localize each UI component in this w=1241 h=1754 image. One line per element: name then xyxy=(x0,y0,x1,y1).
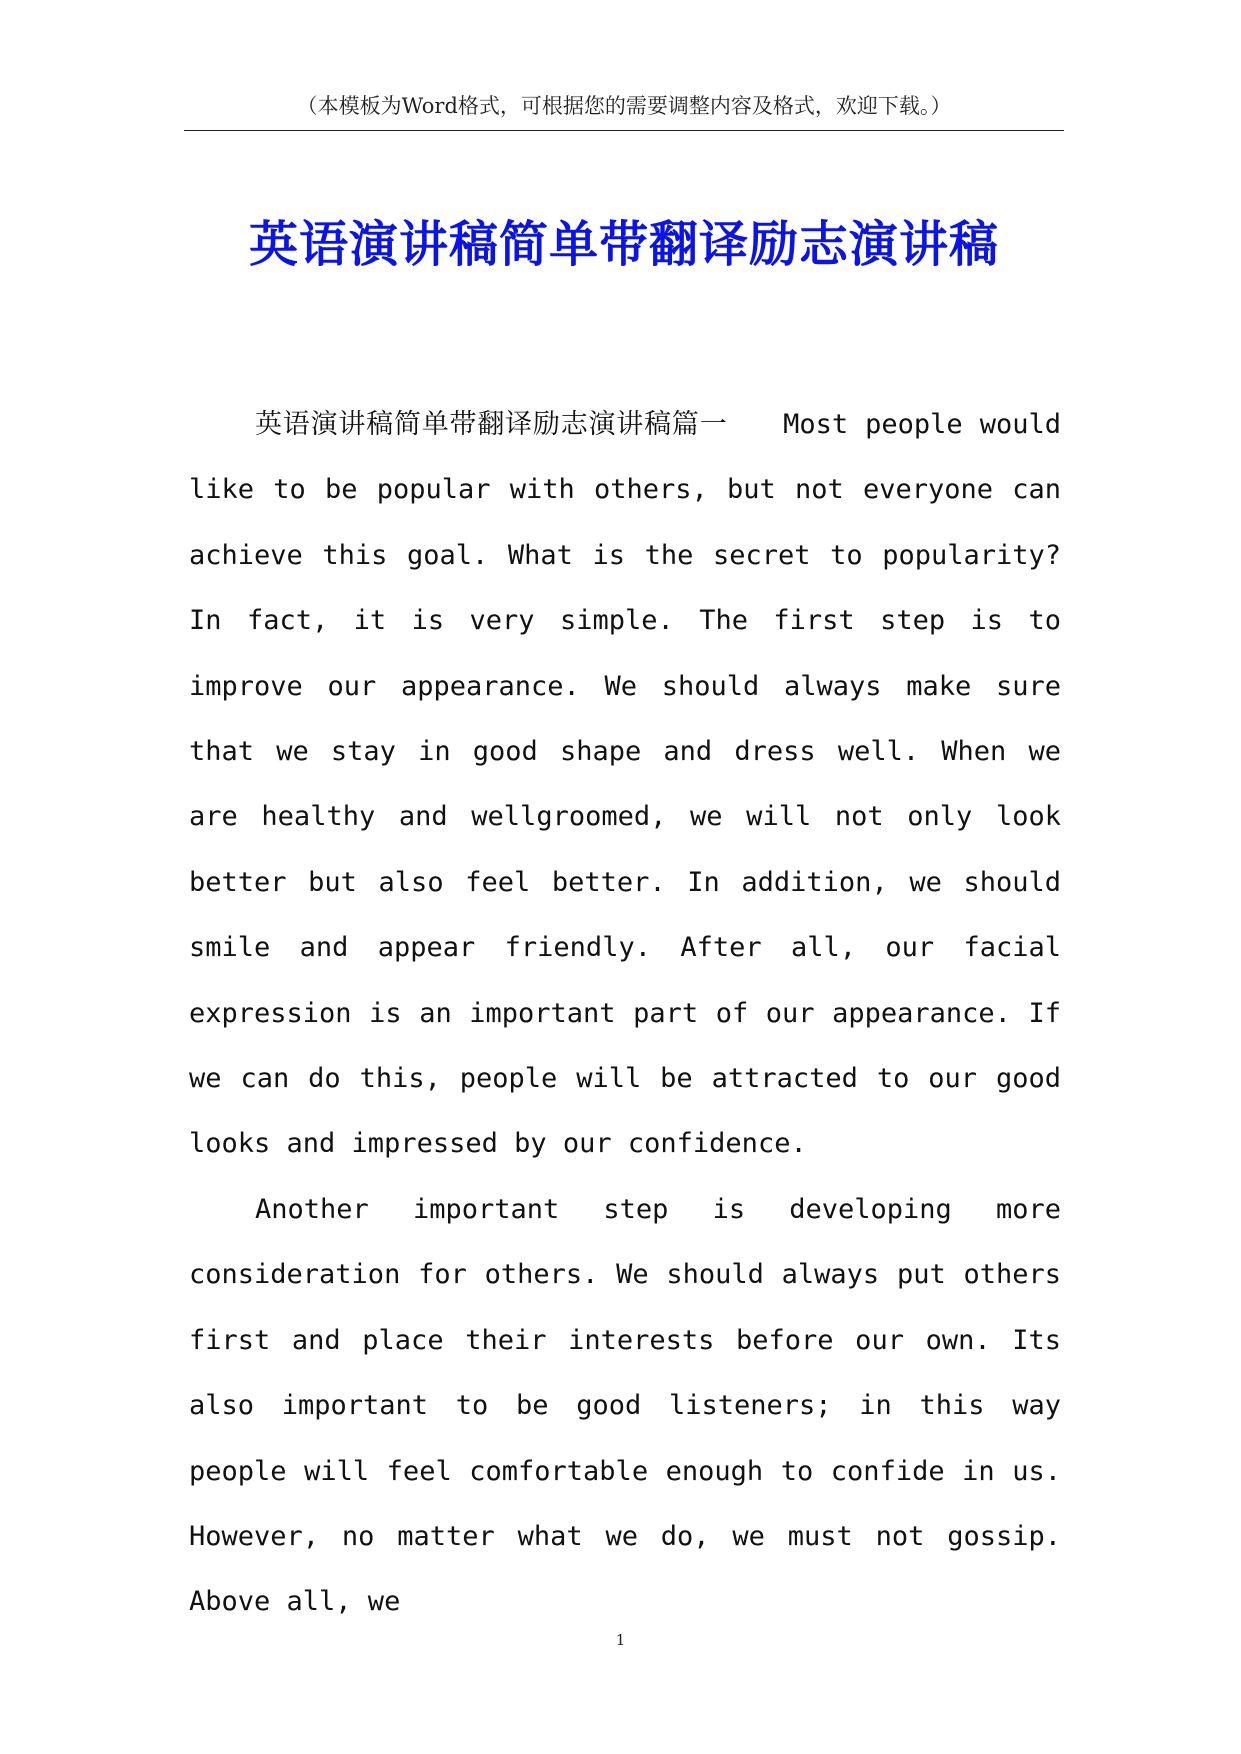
document-body xyxy=(189,392,1061,1635)
body-paragraph: Another important step is developing more consideration for others. We should always put others first and place their interests before our own. Its also important to be good listeners; in this way people will feel comfortable enough to confide in us. However, no matter what we do, we must not gossip. Above all, we xyxy=(189,1193,1061,1618)
page-number: 1 xyxy=(615,1631,626,1649)
document-title: 英语演讲稿简单带翻译励志演讲稿 xyxy=(248,216,999,273)
body-paragraph: 英语演讲稿简单带翻译励志演讲稿篇一 Most people would like to be popular with others, but not everyone can achieve this goal. What is the secret to popularity? In fact, it is very simple. The first step is to improve our appearance. We should always make sure that we stay in good shape and dress well. When we are healthy and wellgroomed, we will not only look better but also feel better. In addition, we should smile and appear friendly. After all, our facial expression is an important part of our appearance. If we can do this, people will be attracted to our good looks and impressed by our confidence. xyxy=(189,409,1061,1160)
page-header-note: （本模板为Word格式，可根据您的需要调整内容及格式，欢迎下载。） xyxy=(184,92,1064,131)
